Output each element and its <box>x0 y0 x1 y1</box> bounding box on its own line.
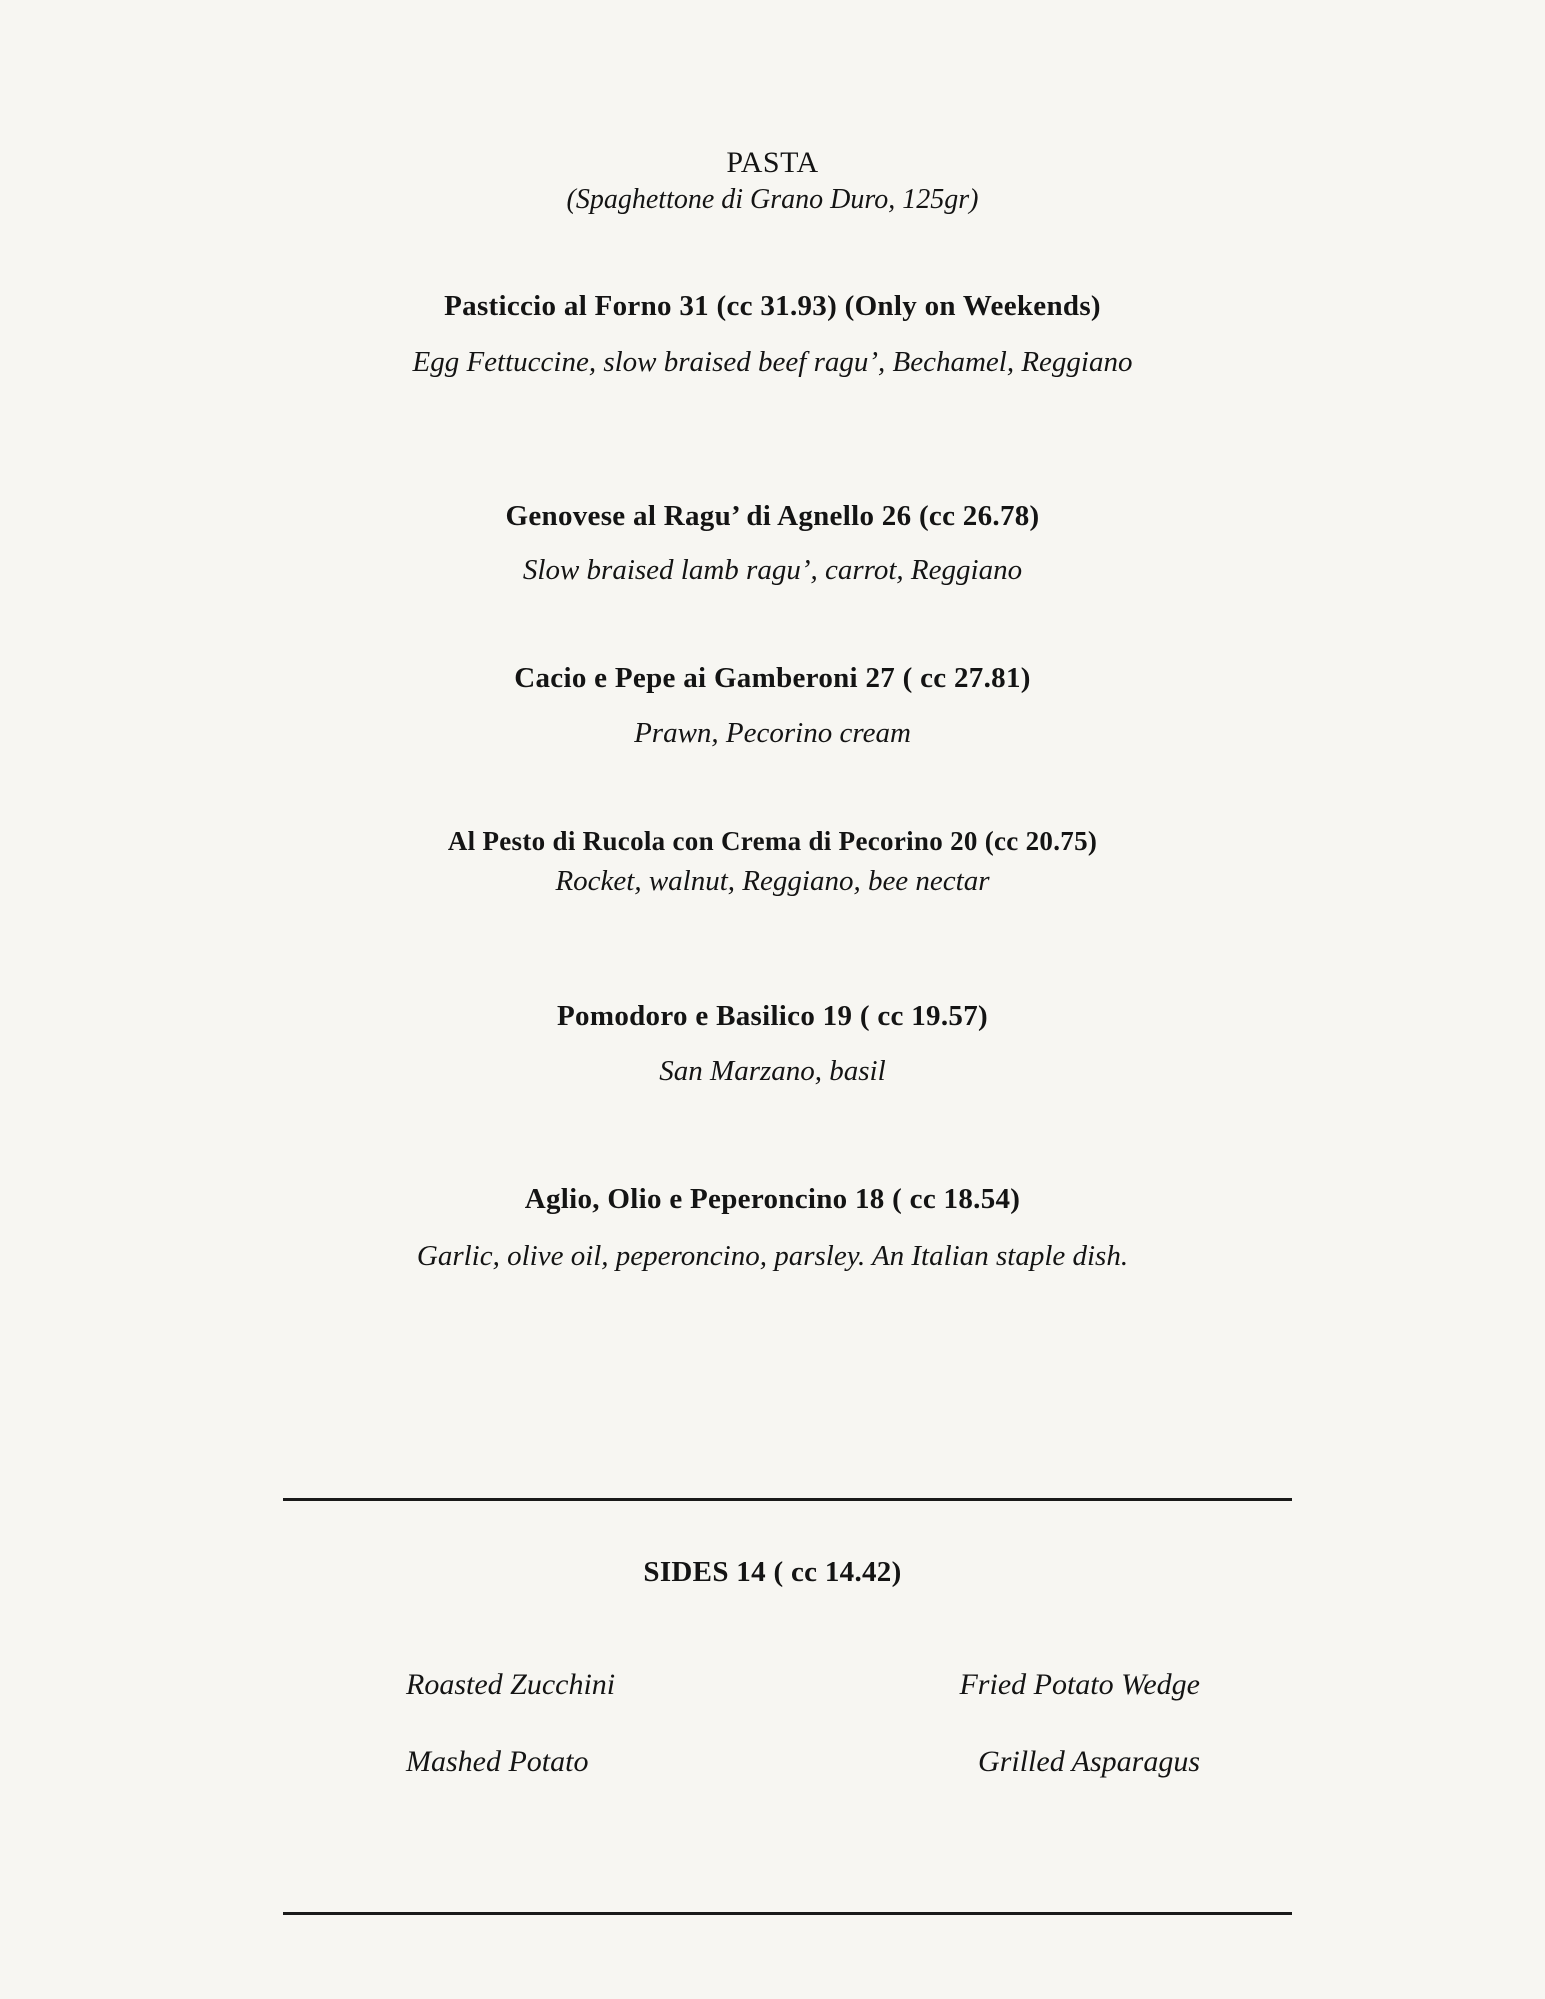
section-divider-top <box>283 1498 1292 1501</box>
side-item: Grilled Asparagus <box>978 1745 1200 1778</box>
dish-name: Aglio, Olio e Peperoncino 18 ( cc 18.54) <box>524 1183 1021 1215</box>
section-divider-bottom <box>283 1912 1292 1915</box>
side-item: Roasted Zucchini <box>406 1668 616 1701</box>
dish-name: Cacio e Pepe ai Gamberoni 27 ( cc 27.81) <box>514 662 1031 694</box>
dish-name: Genovese al Ragu’ di Agnello 26 (cc 26.78) <box>505 500 1040 532</box>
dish-name: Al Pesto di Rucola con Crema di Pecorino 20 (cc 20.75) <box>447 826 1098 856</box>
dish-description: Slow braised lamb ragu’, carrot, Reggiano <box>522 554 1023 586</box>
dish-description: Rocket, walnut, Reggiano, bee nectar <box>555 865 990 897</box>
dish-description: Egg Fettuccine, slow braised beef ragu’, Bechamel, Reggiano <box>412 346 1133 378</box>
dish-description: San Marzano, basil <box>659 1055 886 1087</box>
sides-section-title: SIDES 14 ( cc 14.42) <box>643 1556 902 1588</box>
pasta-section-subtitle: (Spaghettone di Grano Duro, 125gr) <box>566 184 979 215</box>
dish-name: Pasticcio al Forno 31 (cc 31.93) (Only on Weekends) <box>444 290 1101 322</box>
side-item: Fried Potato Wedge <box>959 1668 1200 1701</box>
dish-description: Garlic, olive oil, peperoncino, parsley. An Italian staple dish. <box>416 1240 1129 1272</box>
dish-description: Prawn, Pecorino cream <box>634 717 911 749</box>
side-item: Mashed Potato <box>406 1745 589 1778</box>
pasta-section-title: PASTA <box>726 146 819 179</box>
dish-name: Pomodoro e Basilico 19 ( cc 19.57) <box>557 1000 988 1032</box>
